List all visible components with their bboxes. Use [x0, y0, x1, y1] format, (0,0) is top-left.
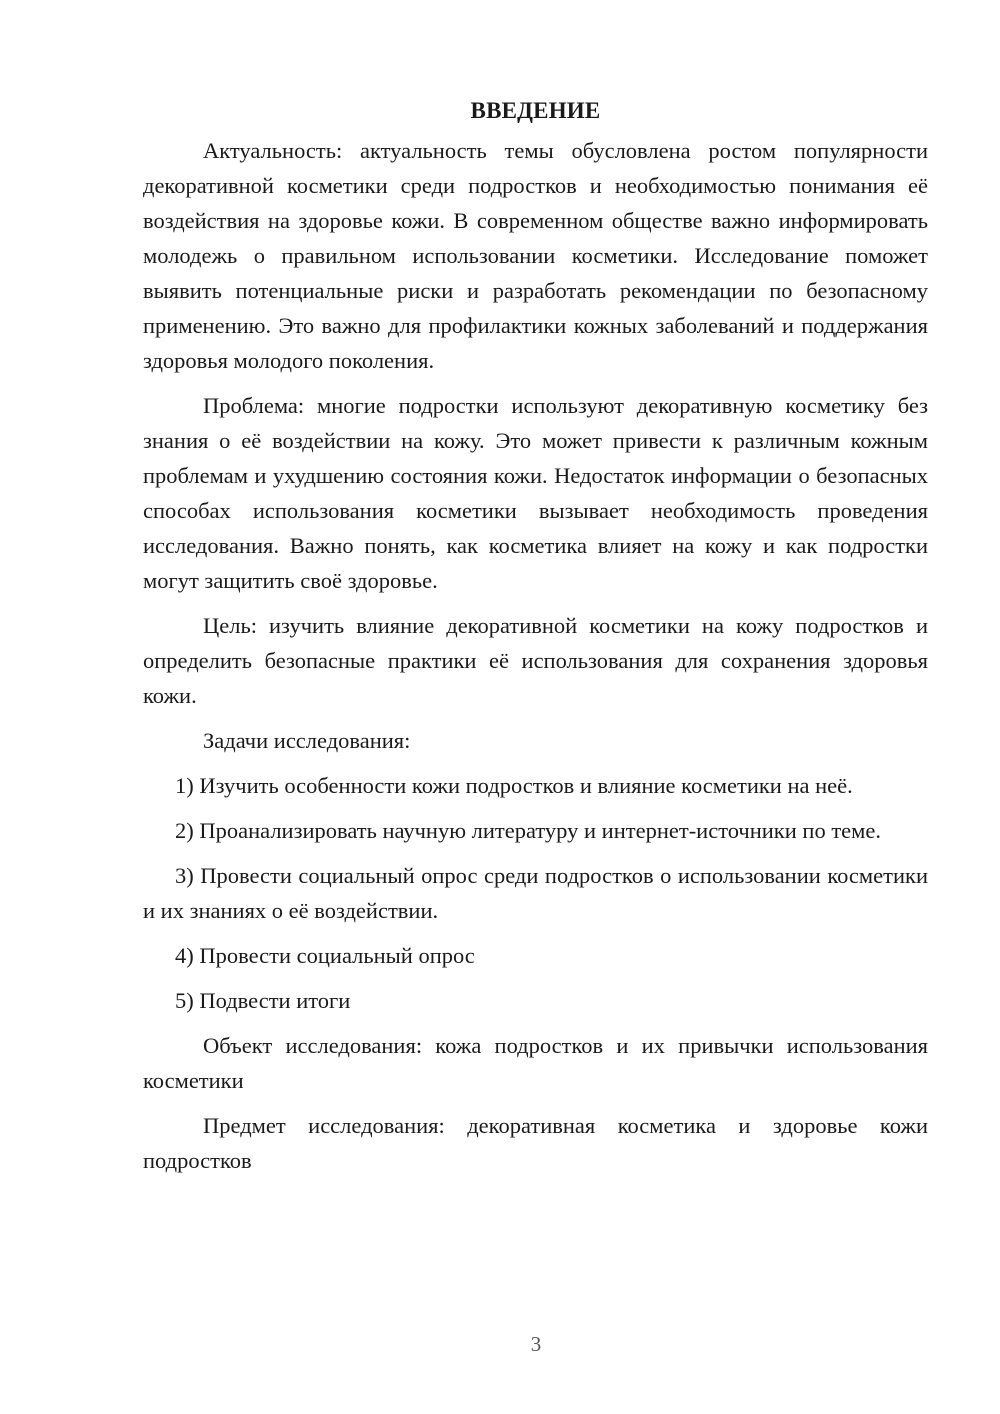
task-item-2: 2) Проанализировать научную литературу и интернет-источники по теме.: [175, 818, 881, 843]
problem-paragraph: Проблема: многие подростки используют декоративную косметику без знания о её воздействии на кожу. Это может привести к различным кожным проблемам и ухудшению состояния кожи. Недостаток информации о безопасных способах использования косметики вызывает необходимость проведения исследования. Важно понять, как косметика влияет на кожу и как подростки могут защитить своё здоровье.: [143, 393, 928, 593]
goal-paragraph: Цель: изучить влияние декоративной косметики на кожу подростков и определить безопасные практики её использования для сохранения здоровья кожи.: [143, 613, 928, 708]
subject-paragraph: Предмет исследования: декоративная косметика и здоровье кожи подростков: [143, 1113, 928, 1173]
relevance-paragraph: Актуальность: актуальность темы обусловлена ростом популярности декоративной косметики среди подростков и необходимостью понимания её воздействия на здоровье кожи. В современном обществе важно информировать молодежь о правильном использовании косметики. Исследование поможет выявить потенциальные риски и разработать рекомендации по безопасному применению. Это важно для профилактики кожных заболеваний и поддержания здоровья молодого поколения.: [143, 138, 928, 373]
task-item-4: 4) Провести социальный опрос: [175, 943, 475, 968]
document-page: [143, 95, 928, 1188]
section-heading: ВВЕДЕНИЕ: [470, 98, 601, 123]
task-item-3: 3) Провести социальный опрос среди подростков о использовании косметики и их знаниях о её воздействии.: [143, 863, 928, 923]
task-item-1: 1) Изучить особенности кожи подростков и влияние косметики на неё.: [175, 773, 853, 798]
object-paragraph: Объект исследования: кожа подростков и их привычки использования косметики: [143, 1033, 928, 1093]
tasks-title: Задачи исследования:: [203, 728, 411, 753]
page-number: 3: [530, 1332, 542, 1356]
task-item-5: 5) Подвести итоги: [175, 988, 351, 1013]
